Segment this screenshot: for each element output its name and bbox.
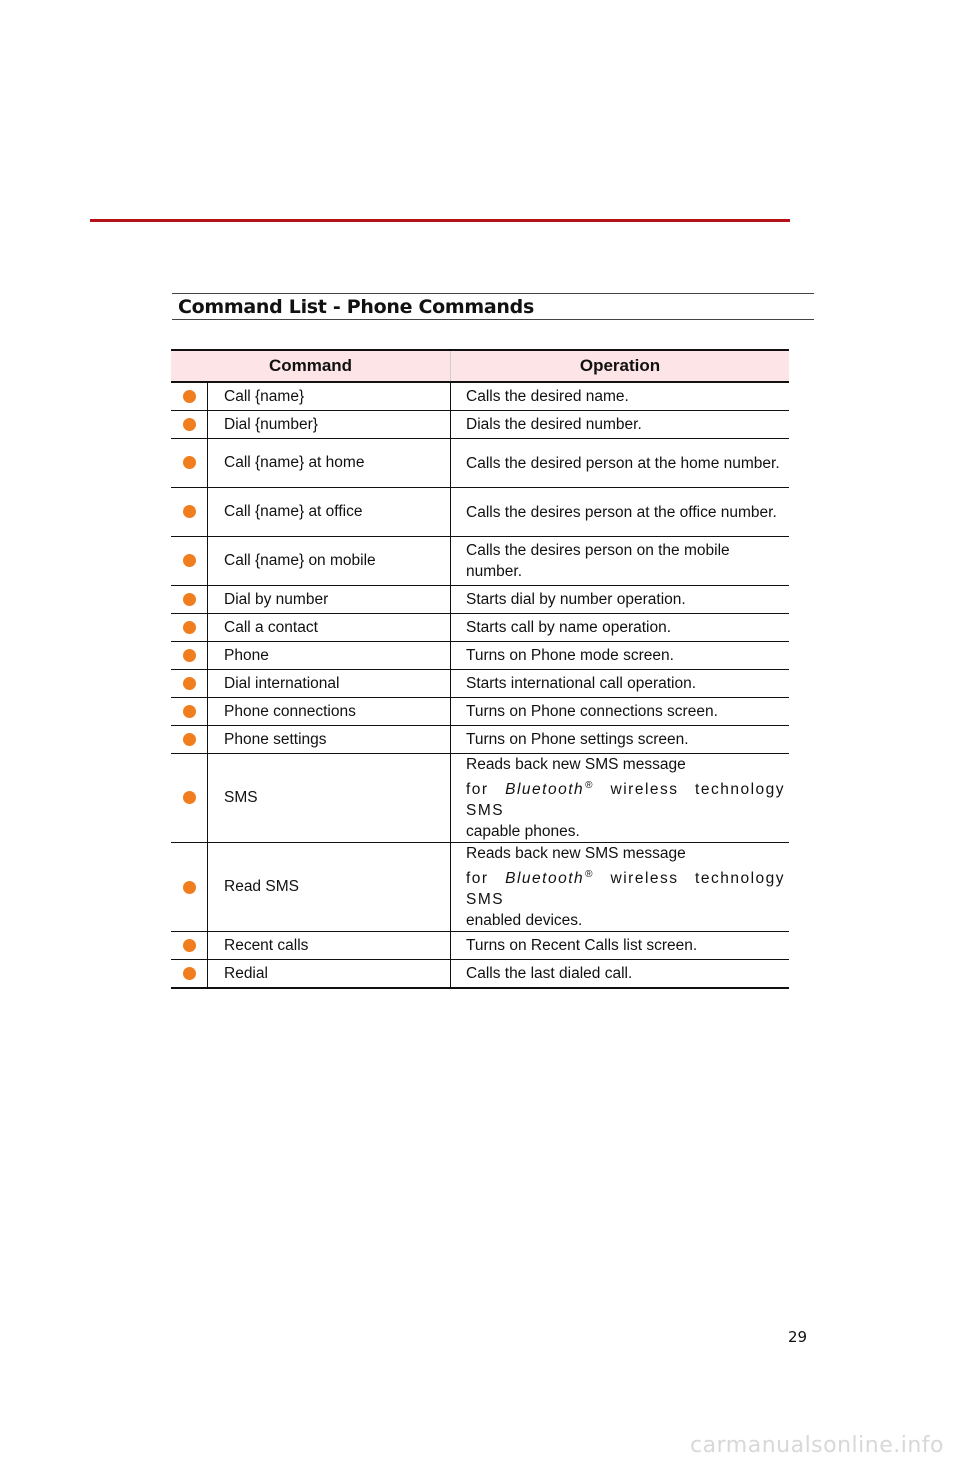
command-cell: Call a contact xyxy=(208,614,451,642)
operation-cell: Dials the desired number. xyxy=(451,411,790,439)
table-row xyxy=(171,843,789,932)
page-number: 29 xyxy=(788,1328,808,1346)
operation-cell xyxy=(451,754,790,843)
orange-bullet-icon xyxy=(183,881,196,894)
orange-bullet-icon xyxy=(183,791,196,804)
orange-bullet-icon xyxy=(183,939,196,952)
bluetooth-brand: Bluetooth xyxy=(505,870,585,888)
command-cell: Redial xyxy=(208,960,451,989)
operation-line: Reads back new SMS message xyxy=(466,845,686,863)
operation-cell: Turns on Recent Calls list screen. xyxy=(451,932,790,960)
table-header-row xyxy=(171,350,789,382)
watermark: carmanualsonline.info xyxy=(690,1433,944,1458)
operation-cell: Turns on Phone settings screen. xyxy=(451,726,790,754)
orange-bullet-icon xyxy=(183,593,196,606)
phone-commands-table xyxy=(171,349,789,989)
orange-bullet-icon xyxy=(183,456,196,469)
operation-line: capable phones. xyxy=(466,823,580,841)
table-row xyxy=(171,488,789,537)
table-row xyxy=(171,698,789,726)
table-row xyxy=(171,411,789,439)
operation-line: Reads back new SMS message xyxy=(466,756,686,773)
table-row xyxy=(171,537,789,586)
operation-cell: Calls the desired name. xyxy=(451,382,790,411)
orange-bullet-icon xyxy=(183,554,196,567)
operation-cell: Turns on Phone mode screen. xyxy=(451,642,790,670)
table-row xyxy=(171,439,789,488)
orange-bullet-icon xyxy=(183,705,196,718)
command-cell: SMS xyxy=(208,754,451,843)
orange-bullet-icon xyxy=(183,967,196,980)
operation-cell: Starts call by name operation. xyxy=(451,614,790,642)
command-cell: Phone xyxy=(208,642,451,670)
operation-cell: Turns on Phone connections screen. xyxy=(451,698,790,726)
orange-bullet-icon xyxy=(183,621,196,634)
command-cell: Call {name} at home xyxy=(208,439,451,488)
command-cell: Call {name} on mobile xyxy=(208,537,451,586)
registered-mark: ® xyxy=(585,780,594,791)
orange-bullet-icon xyxy=(183,390,196,403)
registered-mark: ® xyxy=(585,869,594,881)
command-cell: Dial {number} xyxy=(208,411,451,439)
command-cell: Dial by number xyxy=(208,586,451,614)
table-row xyxy=(171,670,789,698)
orange-bullet-icon xyxy=(183,733,196,746)
operation-cell: Starts dial by number operation. xyxy=(451,586,790,614)
operation-cell: Calls the desired person at the home number. xyxy=(451,439,790,488)
command-cell: Call {name} at office xyxy=(208,488,451,537)
command-cell: Phone settings xyxy=(208,726,451,754)
command-cell: Recent calls xyxy=(208,932,451,960)
orange-bullet-icon xyxy=(183,649,196,662)
table-row xyxy=(171,960,789,989)
bluetooth-brand: Bluetooth xyxy=(505,781,585,799)
operation-cell: Calls the last dialed call. xyxy=(451,960,790,989)
command-column-header: Command xyxy=(171,350,451,382)
operation-cell: Calls the desires person on the mobile number. xyxy=(451,537,790,586)
table-row xyxy=(171,382,789,411)
table-row xyxy=(171,932,789,960)
table-row xyxy=(171,754,789,843)
operation-column-header: Operation xyxy=(451,350,790,382)
command-cell: Phone connections xyxy=(208,698,451,726)
orange-bullet-icon xyxy=(183,418,196,431)
operation-line: enabled devices. xyxy=(466,912,583,930)
operation-cell: Calls the desires person at the office number. xyxy=(451,488,790,537)
operation-cell: Starts international call operation. xyxy=(451,670,790,698)
section-title: Command List - Phone Commands xyxy=(172,293,814,320)
command-cell: Call {name} xyxy=(208,382,451,411)
operation-line-justified: for Bluetooth® wireless technology SMS xyxy=(466,780,786,820)
operation-line-justified: for Bluetooth® wireless technology SMS xyxy=(466,869,786,909)
operation-cell xyxy=(451,843,790,932)
table-row xyxy=(171,614,789,642)
orange-bullet-icon xyxy=(183,677,196,690)
header-accent-rule xyxy=(90,219,790,222)
table-row xyxy=(171,642,789,670)
orange-bullet-icon xyxy=(183,505,196,518)
command-cell: Dial international xyxy=(208,670,451,698)
table-row xyxy=(171,726,789,754)
command-cell: Read SMS xyxy=(208,843,451,932)
table-row xyxy=(171,586,789,614)
